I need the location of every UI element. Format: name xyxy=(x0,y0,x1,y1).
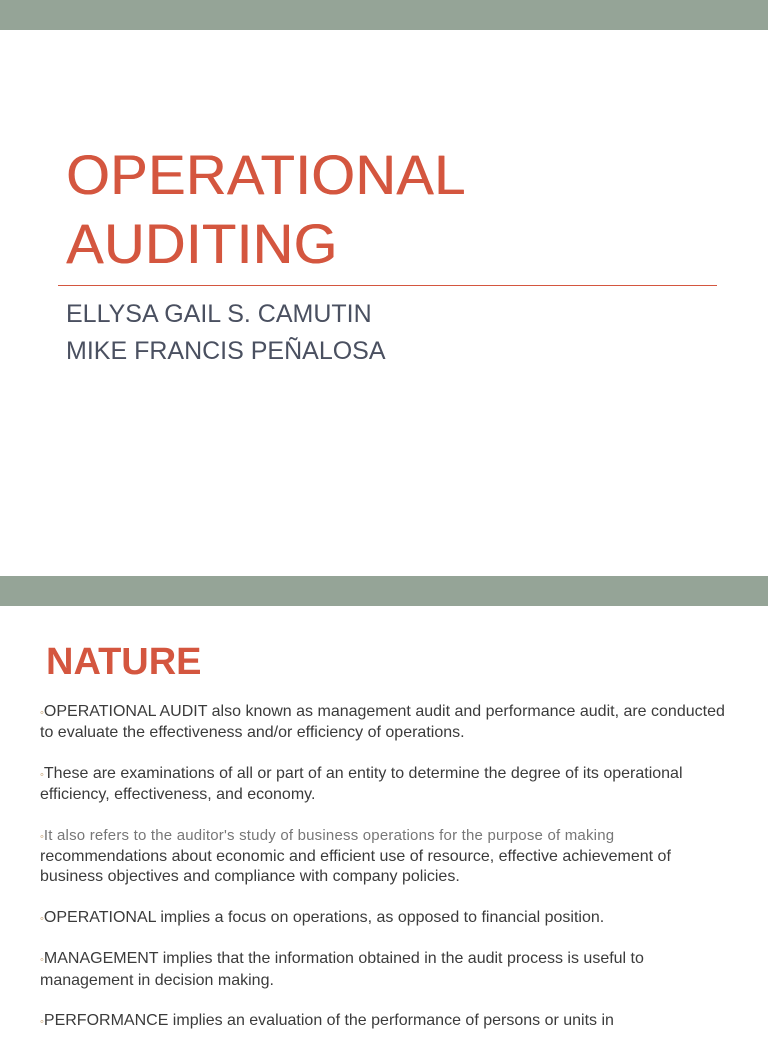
paragraph-6 xyxy=(40,1011,730,1032)
paragraph-5 xyxy=(40,949,730,991)
paragraph-text: PERFORMANCE implies an evaluation of the performance of persons or units in xyxy=(43,1012,614,1030)
paragraph-3 xyxy=(40,826,730,888)
title-line-2: AUDITING xyxy=(66,212,338,275)
section-heading: NATURE xyxy=(46,641,202,683)
slide-title xyxy=(66,140,466,278)
paragraph-text: recommendations about economic and efficient use of resource, effective achievement of business objectives and compliance with company policies. xyxy=(40,848,671,886)
bullet-icon: ◦ xyxy=(40,707,44,719)
top-band xyxy=(0,0,768,30)
author-1: ELLYSA GAIL S. CAMUTIN xyxy=(66,300,372,328)
bullet-icon: ◦ xyxy=(40,912,44,925)
title-line-1: OPERATIONAL xyxy=(66,143,466,206)
bullet-icon: ◦ xyxy=(40,954,44,967)
author-2: MIKE FRANCIS PEÑALOSA xyxy=(66,337,386,365)
paragraph-4 xyxy=(40,908,730,929)
paragraph-text: MANAGEMENT implies that the information obtained in the audit process is useful to management in decision making. xyxy=(40,950,644,989)
slide-body xyxy=(40,702,730,1052)
paragraph-text: These are examinations of all or part of an entity to determine the degree of its operational efficiency, effectiveness, and economy. xyxy=(40,764,683,804)
bullet-icon: ◦ xyxy=(40,830,44,843)
paragraph-text: OPERATIONAL implies a focus on operations, as opposed to financial position. xyxy=(43,908,605,926)
title-divider xyxy=(58,285,717,286)
paragraph-1 xyxy=(40,702,730,744)
bullet-icon: ◦ xyxy=(40,768,44,781)
paragraph-first-line: It also refers to the auditor's study of business operations for the purpose of making xyxy=(43,826,615,844)
paragraph-text: OPERATIONAL AUDIT also known as management audit and performance audit, are conducted to evaluate the effectiveness and/or efficiency of operations. xyxy=(40,703,725,742)
bullet-icon: ◦ xyxy=(40,1016,44,1029)
slide-separator-band xyxy=(0,576,768,606)
author-list xyxy=(66,296,386,370)
paragraph-2 xyxy=(40,764,730,806)
